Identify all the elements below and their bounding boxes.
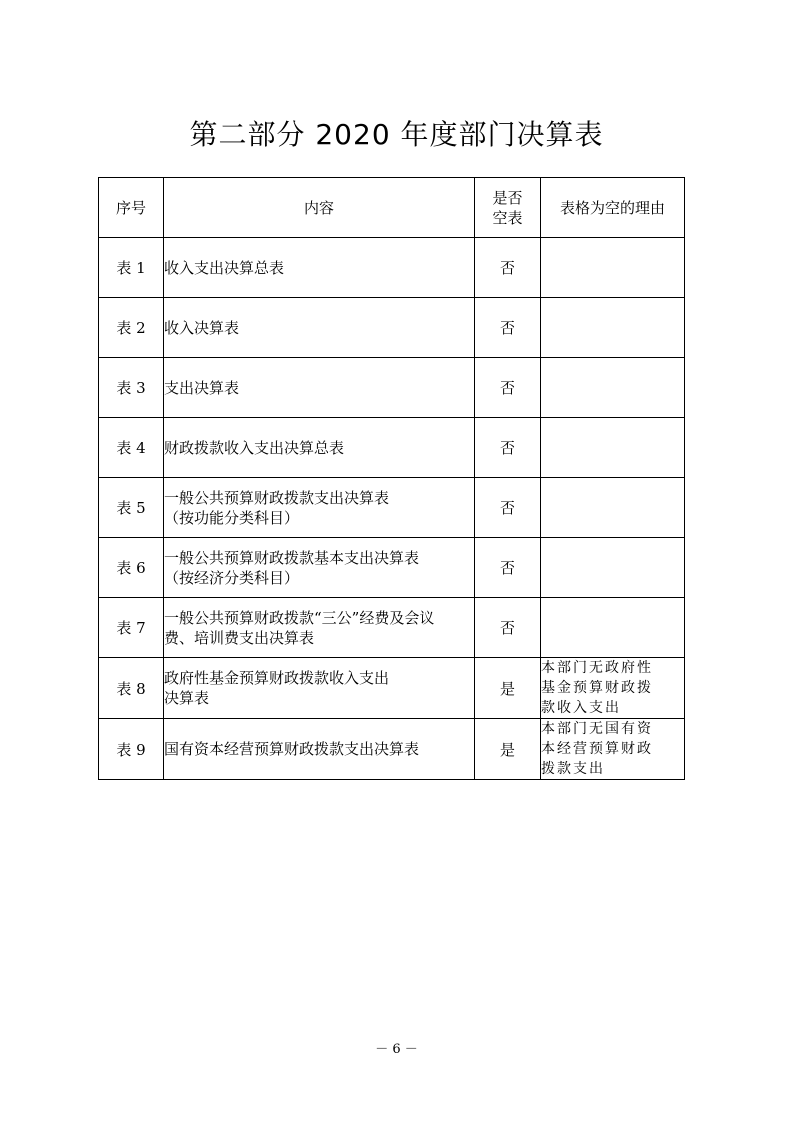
row-content-line: 一般公共预算财政拨款基本支出决算表 [164, 548, 420, 567]
table-row [99, 298, 685, 358]
row-content-line: 收入决算表 [164, 318, 240, 337]
table-row [99, 478, 685, 538]
budget-tables-catalog [98, 177, 685, 780]
row-content [164, 719, 475, 780]
row-content [164, 538, 475, 598]
table-row [99, 538, 685, 598]
row-empty-flag: 是 [475, 658, 541, 719]
row-reason-line: 拨款支出 [541, 761, 605, 777]
row-empty-flag: 否 [475, 418, 541, 478]
row-empty-flag: 否 [475, 598, 541, 658]
row-content [164, 478, 475, 538]
header-reason: 表格为空的理由 [541, 178, 685, 238]
row-seq: 表 9 [99, 719, 164, 780]
row-reason-line: 本经营预算财政 [541, 741, 653, 757]
table-row [99, 598, 685, 658]
row-content [164, 238, 475, 298]
row-seq: 表 2 [99, 298, 164, 358]
row-seq: 表 3 [99, 358, 164, 418]
row-content [164, 358, 475, 418]
row-seq: 表 1 [99, 238, 164, 298]
row-seq: 表 8 [99, 658, 164, 719]
row-seq: 表 7 [99, 598, 164, 658]
page-number: － 6 － [375, 1042, 418, 1057]
row-reason [541, 418, 685, 478]
row-content-line: （按功能分类科目） [164, 508, 300, 527]
row-reason [541, 658, 685, 719]
row-content-line: （按经济分类科目） [164, 568, 300, 587]
header-seq: 序号 [99, 178, 164, 238]
row-reason [541, 598, 685, 658]
row-reason-line: 本部门无国有资 [541, 721, 653, 737]
row-content [164, 418, 475, 478]
header-empty-line2: 空表 [492, 208, 523, 227]
row-content [164, 598, 475, 658]
table-row [99, 719, 685, 780]
header-empty [475, 178, 541, 238]
page-title: 第二部分 2020 年度部门决算表 [189, 117, 604, 151]
row-empty-flag: 否 [475, 238, 541, 298]
row-empty-flag: 是 [475, 719, 541, 780]
row-reason-line: 本部门无政府性 [541, 660, 653, 676]
row-empty-flag: 否 [475, 478, 541, 538]
row-seq: 表 5 [99, 478, 164, 538]
row-content-line: 一般公共预算财政拨款“三公”经费及会议 [164, 608, 435, 627]
table-row [99, 418, 685, 478]
row-reason [541, 238, 685, 298]
row-seq: 表 6 [99, 538, 164, 598]
row-empty-flag: 否 [475, 358, 541, 418]
table-row [99, 238, 685, 298]
row-reason [541, 358, 685, 418]
row-content [164, 298, 475, 358]
row-content-line: 费、培训费支出决算表 [164, 628, 315, 647]
header-content: 内容 [164, 178, 475, 238]
row-content-line: 政府性基金预算财政拨款收入支出 [164, 669, 390, 687]
header-empty-line1: 是否 [492, 188, 523, 207]
table-row [99, 658, 685, 719]
row-content-line: 财政拨款收入支出决算总表 [164, 438, 345, 457]
table-header-row [99, 178, 685, 238]
row-content-line: 决算表 [164, 689, 210, 707]
row-empty-flag: 否 [475, 538, 541, 598]
row-content [164, 658, 475, 719]
row-content-line: 一般公共预算财政拨款支出决算表 [164, 488, 390, 507]
row-content-line: 国有资本经营预算财政拨款支出决算表 [164, 740, 420, 758]
row-reason-line: 款收入支出 [541, 700, 621, 716]
row-seq: 表 4 [99, 418, 164, 478]
row-content-line: 支出决算表 [164, 378, 240, 397]
row-reason [541, 298, 685, 358]
row-reason [541, 478, 685, 538]
row-content-line: 收入支出决算总表 [164, 258, 285, 277]
row-reason [541, 719, 685, 780]
row-empty-flag: 否 [475, 298, 541, 358]
row-reason [541, 538, 685, 598]
row-reason-line: 基金预算财政拨 [541, 680, 653, 696]
table-row [99, 358, 685, 418]
